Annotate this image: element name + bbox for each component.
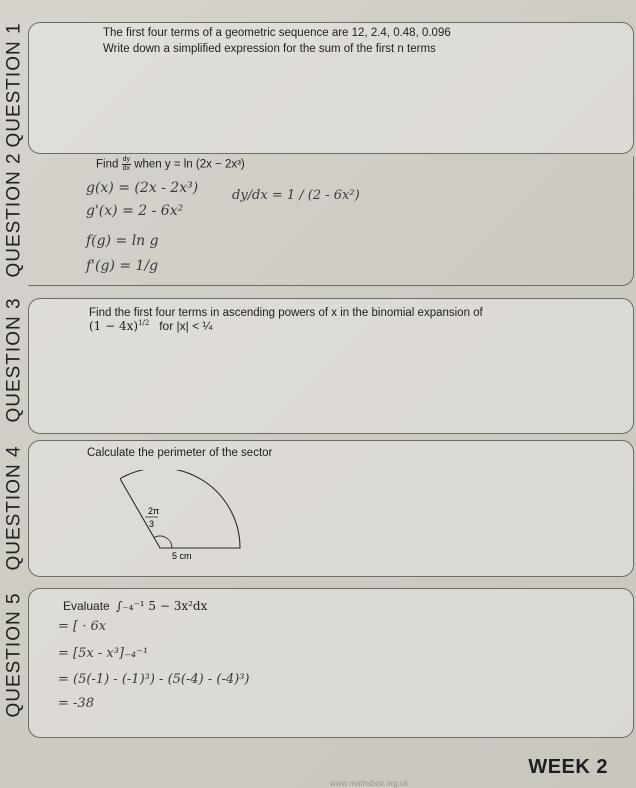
q2-work-line-1: g(x) = (2x - 2x³): [86, 180, 199, 196]
q5-work-line-4: = -38: [58, 696, 94, 711]
question-1-box: [28, 22, 634, 154]
angle-label-numerator: 2π: [148, 506, 160, 516]
question-1-line-2: Write down a simplified expression for the sum of the first n terms: [103, 43, 436, 55]
q5-work-line-2: = [5x - x³]₋₄⁻¹: [58, 646, 149, 661]
q2-work-line-2: g'(x) = 2 - 6x²: [86, 203, 184, 219]
question-1-label: QUESTION 1: [4, 22, 26, 148]
q2-work-line-4: f'(g) = 1/g: [86, 258, 159, 274]
question-4-line-1: Calculate the perimeter of the sector: [87, 447, 273, 459]
question-2-prompt: Find $\frac{dy}{dx}$ when y = ln (2x − 2x³): [96, 156, 245, 172]
sector-diagram: [120, 470, 270, 570]
week-label: WEEK 2: [528, 756, 608, 778]
angle-label-denominator: 3: [149, 519, 155, 529]
watermark: www.mathsbox.org.uk: [330, 779, 409, 788]
question-5-label: QUESTION 5: [4, 592, 26, 718]
sector-shape: [120, 470, 240, 548]
question-4-label: QUESTION 4: [4, 444, 26, 571]
radius-label: 5 cm: [172, 551, 192, 561]
dy-dx-fraction: $\frac{dy}{dx}$: [122, 156, 130, 172]
question-4-box: [28, 440, 634, 577]
question-3-expression: $(1 - 4x)^{1/2}$ for |x| < ¼: [89, 319, 213, 333]
question-3-line-1: Find the first four terms in ascending powers of x in the binomial expansion of: [89, 307, 483, 319]
question-1-line-1: The first four terms of a geometric sequence are 12, 2.4, 0.48, 0.096: [103, 27, 451, 39]
question-3-label: QUESTION 3: [4, 297, 26, 423]
q5-work-line-1: = [ · 6x: [58, 619, 107, 634]
question-2-label: QUESTION 2: [4, 152, 26, 278]
q5-work-line-3: = (5(-1) - (-1)³) - (5(-4) - (-4)³): [58, 672, 250, 687]
question-5-prompt: Evaluate ∫₋₄⁻¹ 5 − 3x²dx: [63, 599, 208, 613]
q2-work-derivative: dy/dx = 1 / (2 - 6x²): [232, 188, 360, 203]
q2-work-line-3: f(g) = ln g: [86, 233, 159, 249]
